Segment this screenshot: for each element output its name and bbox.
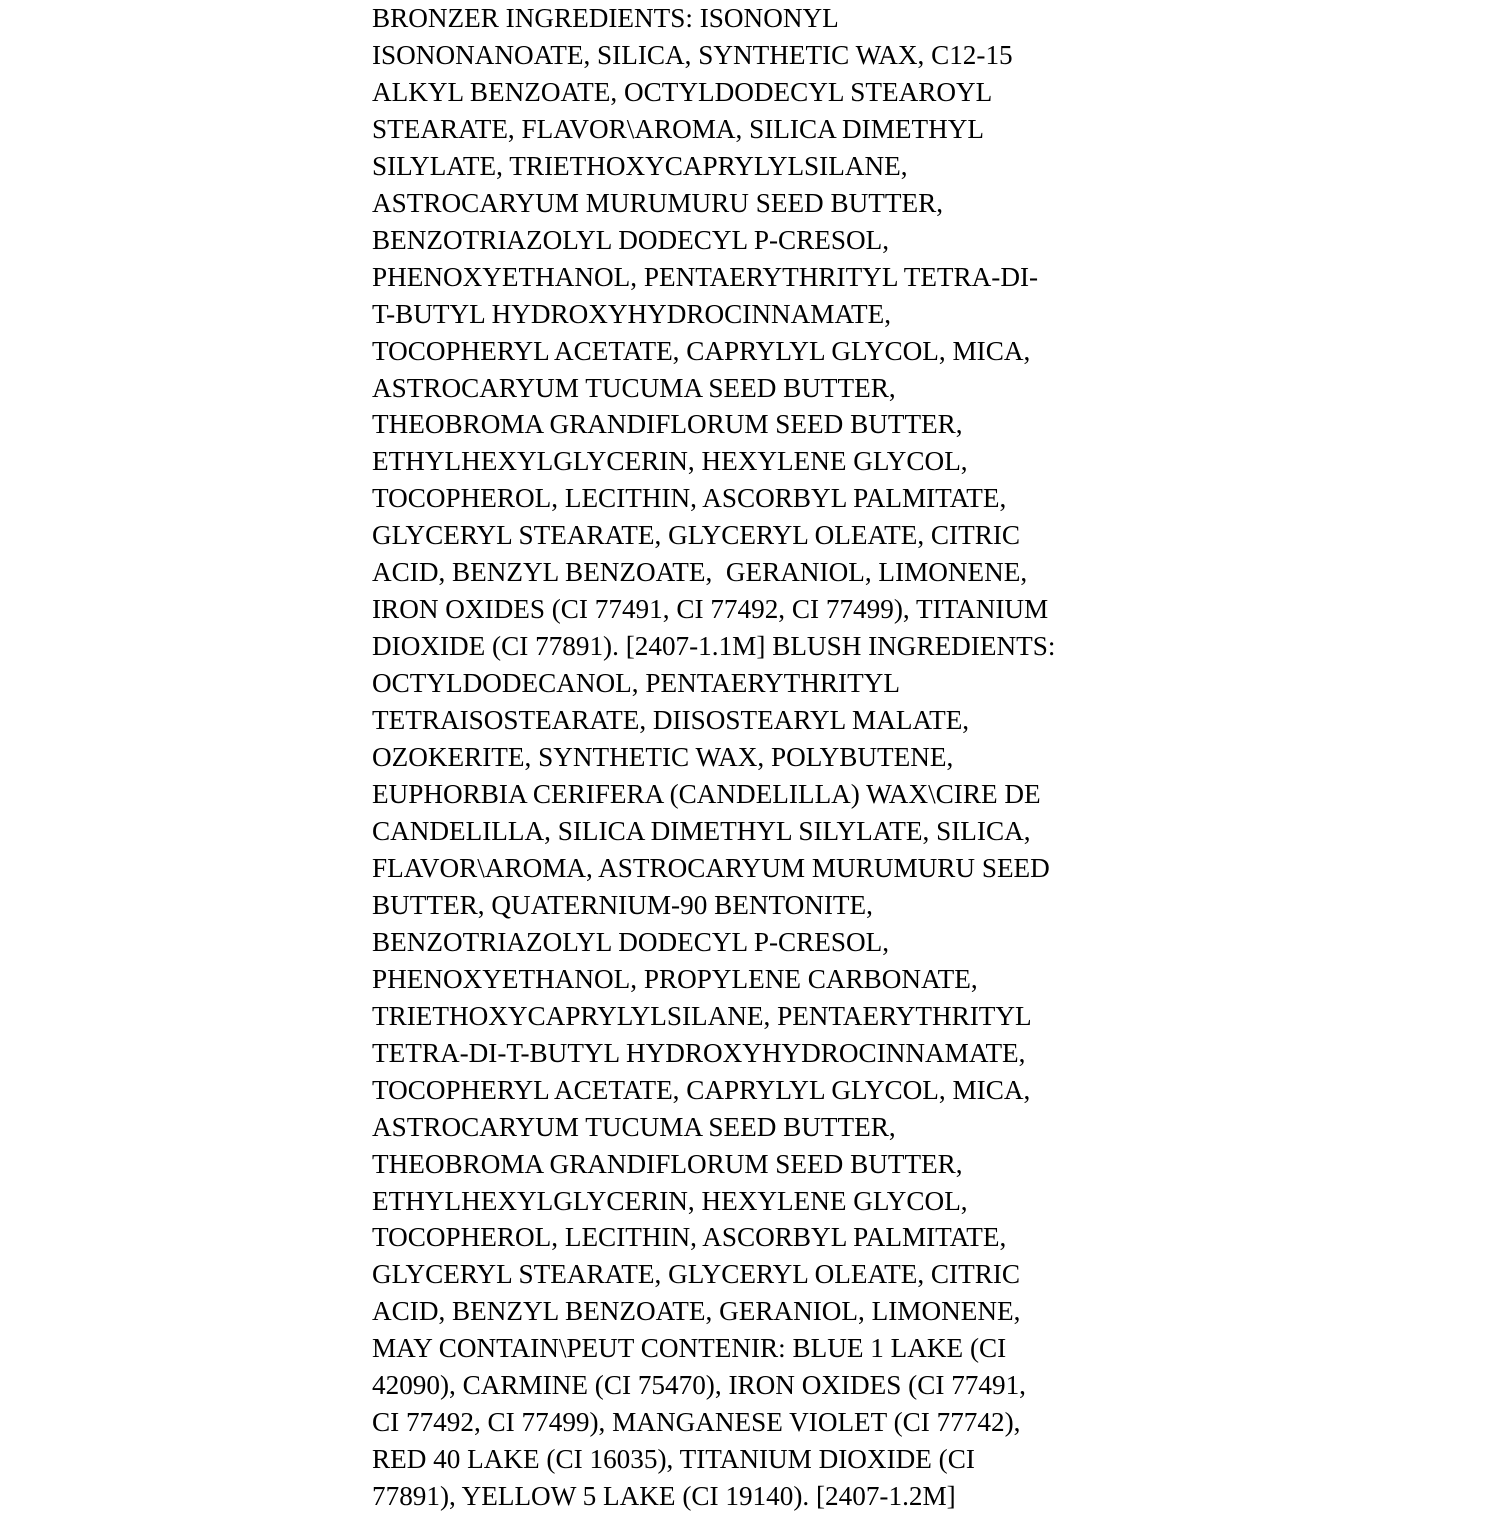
ingredient-line: ISONONANOATE, SILICA, SYNTHETIC WAX, C12-15 [372,39,1013,70]
ingredient-line: PHENOXYETHANOL, PENTAERYTHRITYL TETRA-DI- [372,261,1039,292]
ingredient-line: THEOBROMA GRANDIFLORUM SEED BUTTER, [372,409,963,440]
ingredient-line: STEARATE, FLAVOR\AROMA, SILICA DIMETHYL [372,113,984,144]
ingredient-line: TRIETHOXYCAPRYLYLSILANE, PENTAERYTHRITYL [372,1000,1032,1031]
ingredient-line: T-BUTYL HYDROXYHYDROCINNAMATE, [372,298,892,329]
ingredient-line: ETHYLHEXYLGLYCERIN, HEXYLENE GLYCOL, [372,1185,968,1216]
ingredient-line: OZOKERITE, SYNTHETIC WAX, POLYBUTENE, [372,742,954,773]
ingredient-line: CI 77492, CI 77499), MANGANESE VIOLET (CI 77742), [372,1407,1021,1438]
ingredient-line: ACID, BENZYL BENZOATE, GERANIOL, LIMONENE, [372,557,1028,588]
ingredient-line: SILYLATE, TRIETHOXYCAPRYLYLSILANE, [372,150,908,181]
ingredient-line: BUTTER, QUATERNIUM-90 BENTONITE, [372,889,873,920]
ingredient-line: OCTYLDODECANOL, PENTAERYTHRITYL [372,668,900,699]
ingredient-line: MAY CONTAIN\PEUT CONTENIR: BLUE 1 LAKE (CI [372,1333,1007,1364]
ingredient-line: CANDELILLA, SILICA DIMETHYL SILYLATE, SILICA, [372,815,1031,846]
ingredient-line: TETRAISOSTEARATE, DIISOSTEARYL MALATE, [372,705,970,736]
ingredient-line: PHENOXYETHANOL, PROPYLENE CARBONATE, [372,963,978,994]
ingredient-line: ASTROCARYUM MURUMURU SEED BUTTER, [372,187,944,218]
ingredient-line: ALKYL BENZOATE, OCTYLDODECYL STEAROYL [372,76,993,107]
ingredient-line: TOCOPHERYL ACETATE, CAPRYLYL GLYCOL, MICA, [372,335,1031,366]
ingredient-line: 42090), CARMINE (CI 75470), IRON OXIDES (CI 77491, [372,1370,1026,1401]
ingredient-line: ACID, BENZYL BENZOATE, GERANIOL, LIMONENE, [372,1296,1021,1327]
ingredient-line: EUPHORBIA CERIFERA (CANDELILLA) WAX\CIRE DE [372,779,1041,810]
ingredient-line: THEOBROMA GRANDIFLORUM SEED BUTTER, [372,1148,963,1179]
ingredient-line: RED 40 LAKE (CI 16035), TITANIUM DIOXIDE (CI [372,1444,975,1475]
ingredient-line: GLYCERYL STEARATE, GLYCERYL OLEATE, CITRIC [372,1259,1021,1290]
ingredient-line: ETHYLHEXYLGLYCERIN, HEXYLENE GLYCOL, [372,446,968,477]
ingredient-line: TETRA-DI-T-BUTYL HYDROXYHYDROCINNAMATE, [372,1037,1026,1068]
ingredient-line: BENZOTRIAZOLYL DODECYL P-CRESOL, [372,926,890,957]
ingredients-list [372,0,1172,1515]
ingredient-line: TOCOPHEROL, LECITHIN, ASCORBYL PALMITATE, [372,483,1007,514]
ingredient-line: FLAVOR\AROMA, ASTROCARYUM MURUMURU SEED [372,852,1050,883]
ingredient-line: DIOXIDE (CI 77891). [2407-1.1M] BLUSH INGREDIENTS: [372,631,1056,662]
ingredient-line: GLYCERYL STEARATE, GLYCERYL OLEATE, CITRIC [372,520,1021,551]
ingredient-line: ASTROCARYUM TUCUMA SEED BUTTER, [372,1111,896,1142]
ingredient-line: ASTROCARYUM TUCUMA SEED BUTTER, [372,372,896,403]
ingredient-line: BENZOTRIAZOLYL DODECYL P-CRESOL, [372,224,890,255]
ingredient-line: TOCOPHERYL ACETATE, CAPRYLYL GLYCOL, MICA, [372,1074,1031,1105]
ingredient-line: TOCOPHEROL, LECITHIN, ASCORBYL PALMITATE, [372,1222,1007,1253]
ingredient-line: 77891), YELLOW 5 LAKE (CI 19140). [2407-1.2M] [372,1481,956,1512]
ingredient-line: IRON OXIDES (CI 77491, CI 77492, CI 77499), TITANIUM [372,594,1049,625]
ingredient-line: BRONZER INGREDIENTS: ISONONYL [372,3,839,33]
